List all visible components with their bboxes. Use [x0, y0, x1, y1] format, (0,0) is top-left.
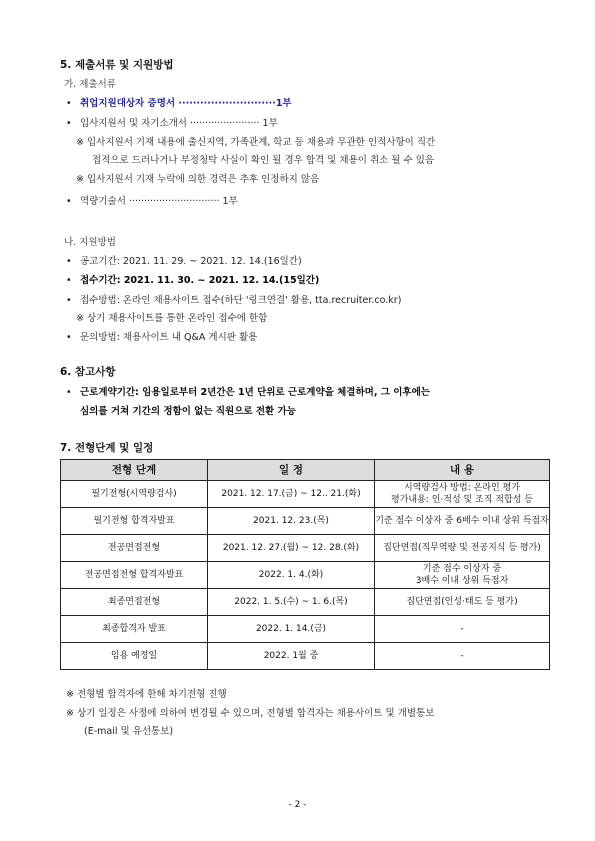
- cell-stage: 필기전형(시역량검사): [61, 481, 208, 508]
- reference-line-1: 근로계약기간: 임용일로부터 2년간은 1년 단위로 근로계약을 체결하며, 그 이후에는: [80, 387, 430, 398]
- cell-schedule: 2022. 1. 5.(수) ~ 1. 6.(목): [208, 589, 375, 616]
- cell-content: [375, 481, 550, 508]
- bullet-icon: •: [66, 387, 72, 398]
- cell-stage: 최종면접전형: [61, 589, 208, 616]
- subsection-a-label: 가. 제출서류: [64, 79, 116, 90]
- cell-content: -: [375, 616, 550, 643]
- reference-item: [66, 384, 430, 398]
- header-content: 내 용: [375, 460, 550, 481]
- table-row: [61, 616, 550, 643]
- cell-schedule: 2022. 1. 4.(화): [208, 562, 375, 589]
- bullet-icon: •: [66, 295, 72, 306]
- cell-schedule: 2021. 12. 23.(목): [208, 508, 375, 535]
- cell-content: 집단면접(인성·태도 등 평가): [375, 589, 550, 616]
- method-item-3-note: ※ 상기 채용사이트를 통한 온라인 접수에 한함: [76, 313, 268, 324]
- section-6-title: 6. 참고사항: [60, 366, 116, 378]
- table-header-row: [61, 460, 550, 481]
- method-item-4: [66, 329, 257, 343]
- schedule-note-2b: (E-mail 및 유선통보): [84, 726, 174, 737]
- cell-content-line-2: 3배수 이내 상위 득점자: [415, 576, 509, 586]
- cell-content: 기준 점수 이상자 중 6배수 이내 상위 득점자: [375, 508, 550, 535]
- cell-stage: 최종합격자 발표: [61, 616, 208, 643]
- doc-item-3-text: 역량기술서 ······························ 1부: [80, 196, 238, 207]
- header-stage: 전형 단계: [61, 460, 208, 481]
- doc-note-2: ※ 입사지원서 기재 누락에 의한 경력은 추후 인정하지 않음: [76, 174, 320, 185]
- cell-schedule: 2022. 1월 중: [208, 643, 375, 670]
- doc-item-1-text: 취업지원대상자 증명서 ···························1부: [80, 98, 292, 109]
- method-item-1-text: 공고기간: 2021. 11. 29. ~ 2021. 12. 14.(16일간): [80, 256, 302, 267]
- method-item-4-text: 문의방법: 채용사이트 내 Q&A 게시판 활용: [80, 332, 258, 343]
- method-item-3-text: 접수방법: 온라인 채용사이트 접수(하단 '링크연결' 활용, tta.recruiter.co.kr): [80, 295, 402, 306]
- section-7-title: 7. 전형단계 및 일정: [60, 442, 154, 454]
- bullet-icon: •: [66, 256, 72, 267]
- bullet-icon: •: [66, 332, 72, 343]
- cell-stage: 임용 예정일: [61, 643, 208, 670]
- table-row: [61, 481, 550, 508]
- bullet-icon: •: [66, 196, 72, 207]
- bullet-icon: •: [66, 275, 72, 286]
- cell-stage: 전공면접전형 합격자발표: [61, 562, 208, 589]
- doc-item-2-text: 입사지원서 및 자기소개서 ······················· 1부: [80, 118, 278, 129]
- cell-content-line-1: 기준 점수 이상자 중: [422, 564, 502, 574]
- cell-content: -: [375, 643, 550, 670]
- doc-note-1b: 접적으로 드러나거나 부정청탁 사실이 확인 될 경우 합격 및 채용이 취소 될 수 있음: [92, 155, 435, 166]
- cell-stage: 필기전형 합격자발표: [61, 508, 208, 535]
- cell-content: 집단면접(직무역량 및 전공지식 등 평가): [375, 535, 550, 562]
- table-row: [61, 535, 550, 562]
- table-row: [61, 643, 550, 670]
- cell-content: [375, 562, 550, 589]
- page-number: - 2 -: [288, 800, 307, 810]
- doc-note-1a: ※ 입사지원서 기재 내용에 출신지역, 가족관계, 학교 등 채용과 무관한 인적사항이 직간: [76, 137, 436, 148]
- section-5-title: 5. 제출서류 및 지원방법: [60, 59, 174, 71]
- schedule-table: [60, 459, 550, 670]
- method-item-2-text: 접수기간: 2021. 11. 30. ~ 2021. 12. 14.(15일간): [80, 275, 320, 286]
- method-item-1: [66, 253, 302, 267]
- cell-content-line-1: 시역량검사 방법: 온라인 평가: [404, 483, 520, 493]
- table-row: [61, 508, 550, 535]
- doc-item-3: [66, 193, 238, 207]
- schedule-note-1: ※ 전형별 합격자에 한해 차기전형 진행: [66, 689, 227, 700]
- cell-schedule: 2022. 1. 14.(금): [208, 616, 375, 643]
- subsection-b-label: 나. 지원방법: [64, 237, 116, 248]
- cell-schedule: 2021. 12. 27.(월) ~ 12. 28.(화): [208, 535, 375, 562]
- cell-schedule: 2021. 12. 17.(금) ~ 12.. 21.(화): [208, 481, 375, 508]
- cell-content-line-2: 평가내용: 인·적성 및 조직 적합성 등: [391, 495, 533, 505]
- table-row: [61, 589, 550, 616]
- cell-stage: 전공면접전형: [61, 535, 208, 562]
- table-row: [61, 562, 550, 589]
- method-item-3: [66, 292, 401, 306]
- doc-item-1: [66, 95, 292, 109]
- bullet-icon: •: [66, 98, 72, 109]
- header-schedule: 일 정: [208, 460, 375, 481]
- bullet-icon: •: [66, 118, 72, 129]
- reference-line-2: 심의를 거쳐 기간의 정함이 없는 직원으로 전환 가능: [80, 406, 296, 417]
- schedule-note-2a: ※ 상기 일정은 사정에 의하여 변경될 수 있으며, 전형별 합격자는 채용사이트 및 개별통보: [66, 708, 435, 719]
- method-item-2: [66, 272, 319, 286]
- doc-item-2: [66, 115, 278, 129]
